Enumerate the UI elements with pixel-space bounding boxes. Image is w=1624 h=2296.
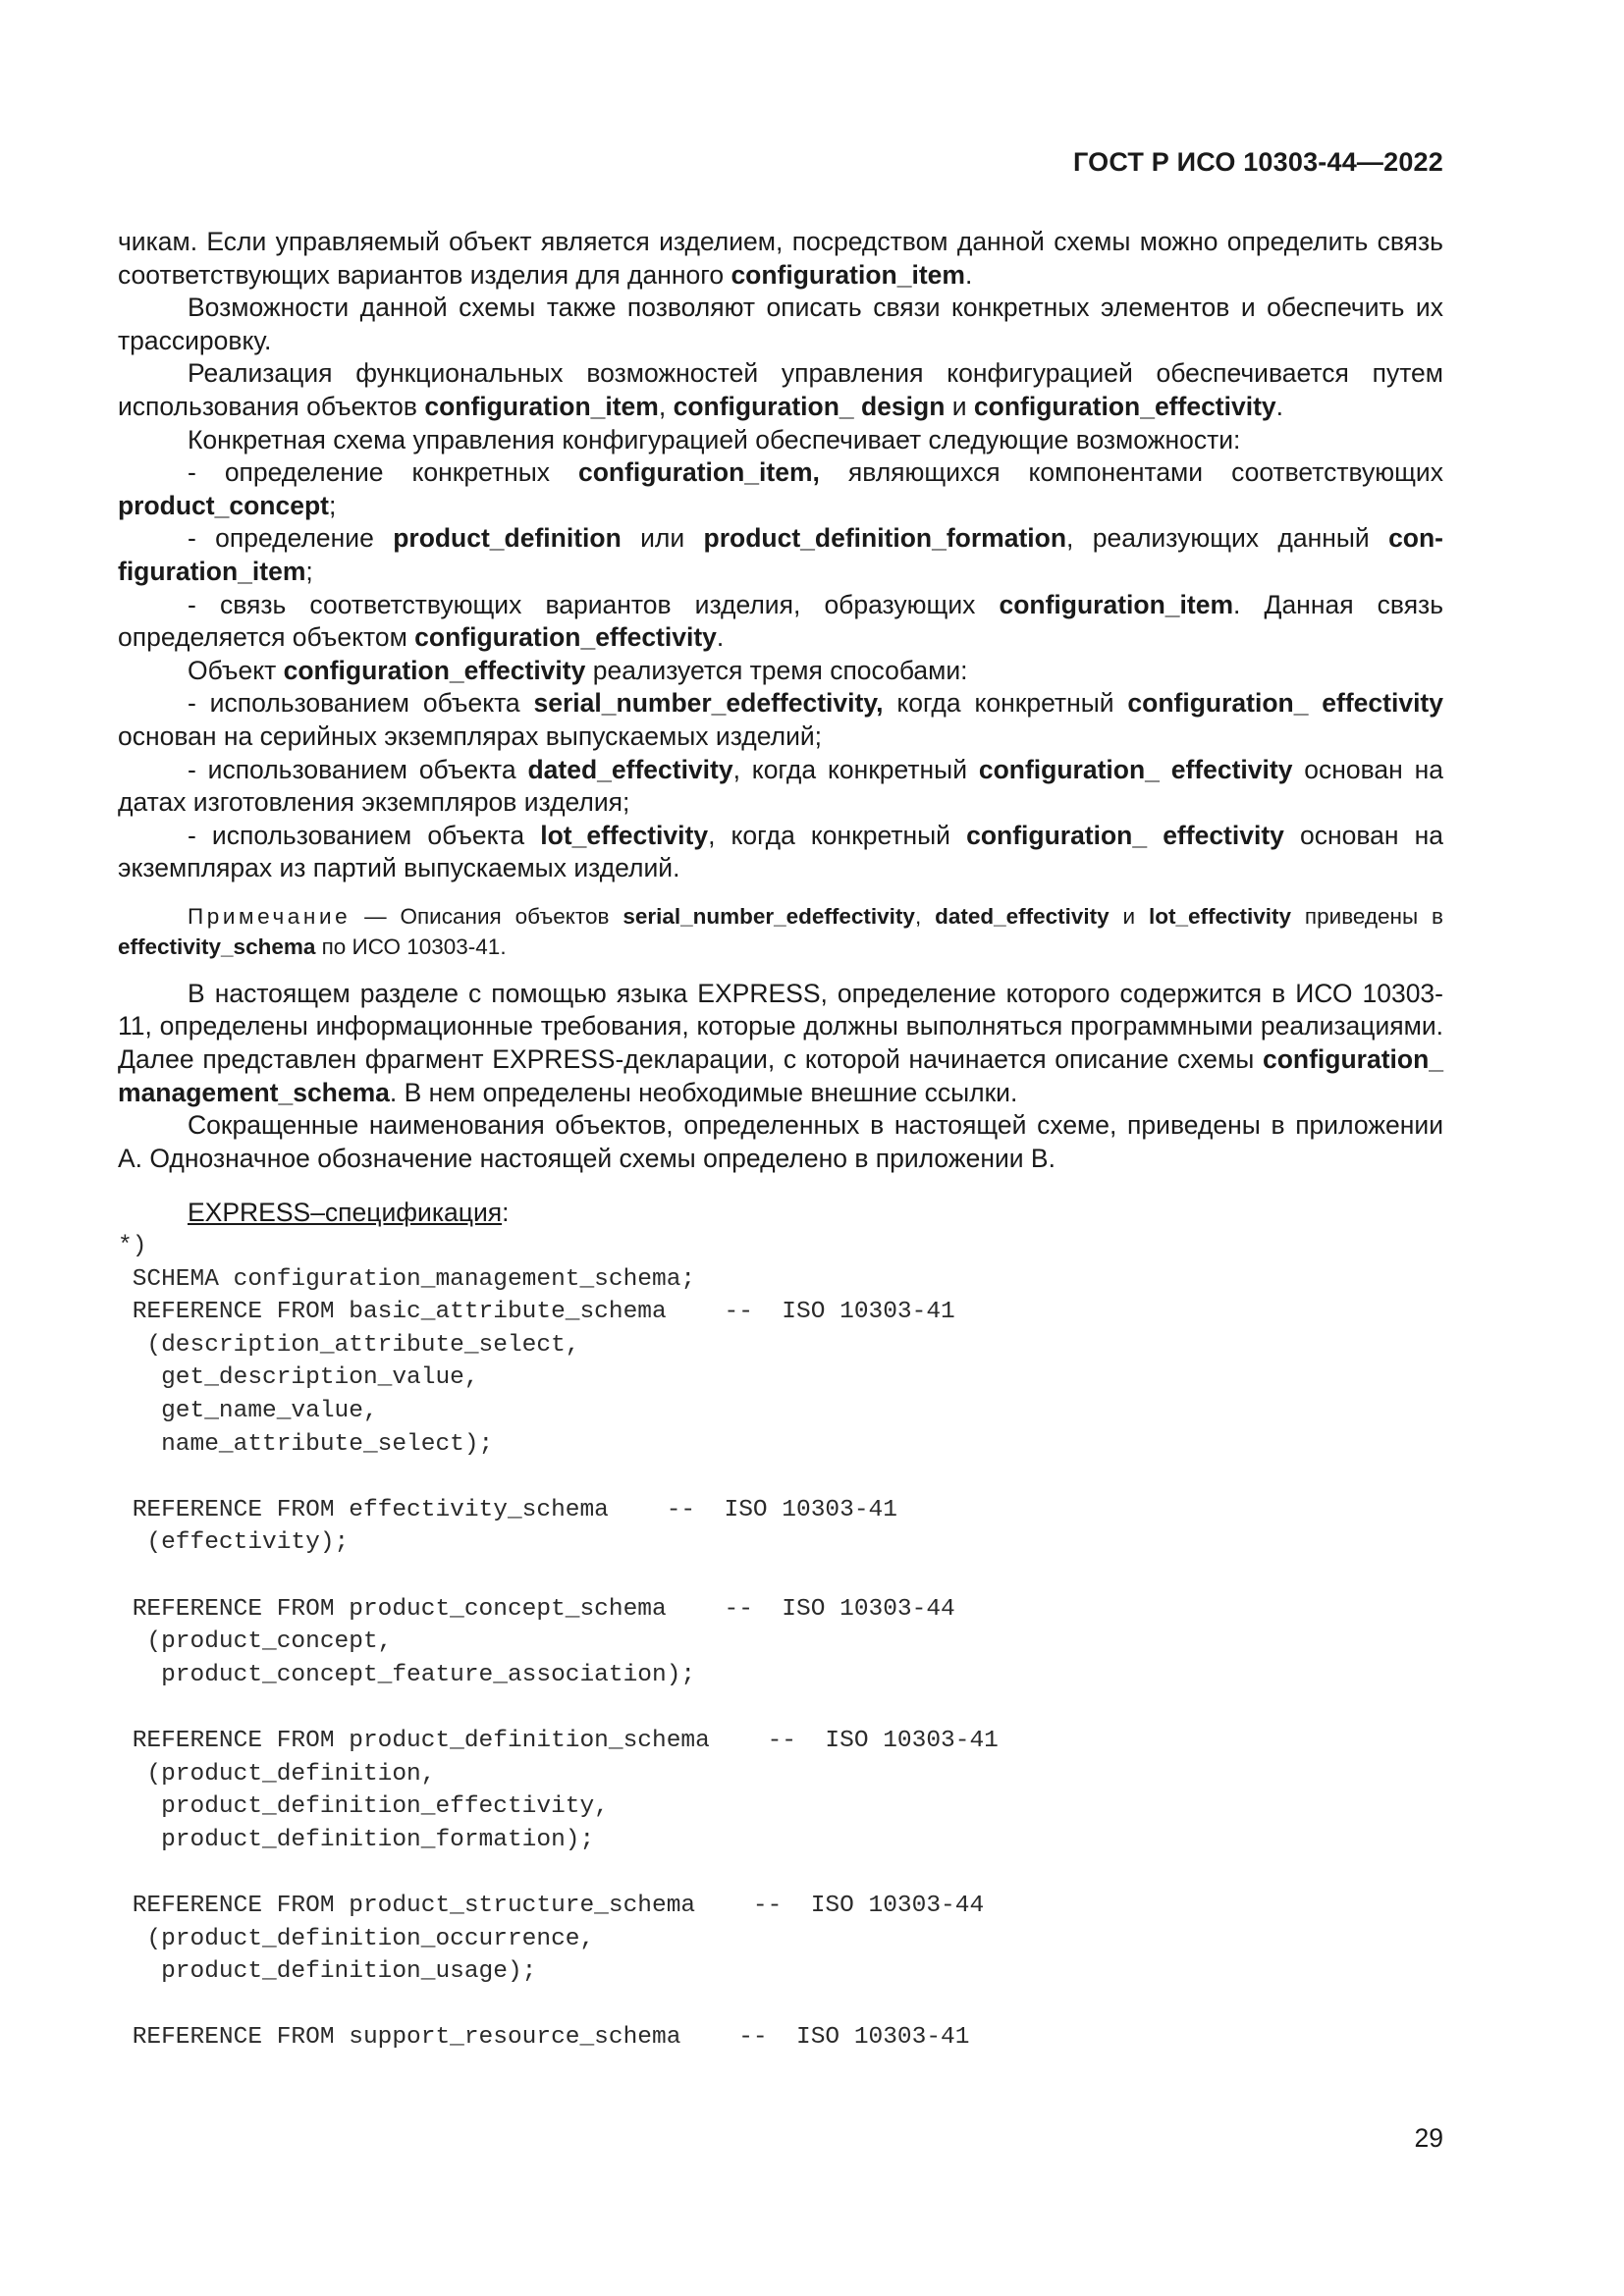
document-header: ГОСТ Р ИСО 10303-44—2022 — [1073, 147, 1443, 177]
paragraph — [118, 1109, 1443, 1175]
bold-term: con-figuration_item — [118, 523, 1443, 586]
express-heading-suffix: : — [502, 1198, 510, 1228]
text-run: ; — [305, 556, 313, 586]
bold-term: product_definition — [393, 523, 622, 554]
paragraph — [118, 292, 1443, 357]
bold-term: lot_effectivity — [1149, 903, 1292, 929]
text-run: и — [945, 391, 974, 421]
text-run: - использованием объекта — [188, 754, 528, 784]
bold-term: configuration_ effectivity — [1127, 688, 1443, 719]
text-run: . В нем определены необходимые внешние ссылки. — [389, 1077, 1018, 1107]
paragraph — [118, 226, 1443, 292]
bold-term: configuration_ management_schema — [118, 1044, 1443, 1107]
text-run: являющихся компонентами соответствующих — [819, 457, 1443, 488]
text-run: реализуется тремя способами: — [585, 655, 968, 685]
bold-term: configuration_ effectivity — [978, 754, 1293, 784]
bold-term: configuration_item — [424, 391, 659, 421]
bold-term: configuration_effectivity — [973, 391, 1276, 421]
note-label: Примечание — [188, 903, 352, 929]
text-run: Конкретная схема управления конфигурацией обеспечивает следующие возможности: — [188, 424, 1241, 454]
text-run: - определение — [188, 523, 394, 554]
text-run: основан на экземплярах из партий выпускаемых изделий. — [118, 820, 1443, 883]
text-run: . — [1275, 391, 1284, 421]
paragraph — [118, 978, 1443, 1109]
paragraphs-block-2 — [118, 978, 1443, 1176]
text-run: чикам. Если управляемый объект является изделием, посредством данной схемы можно определить связь соответствующих вариантов изделия для данного — [118, 227, 1443, 290]
text-run: , реализующих данный — [1066, 523, 1389, 554]
page-content — [118, 226, 1443, 2055]
text-run: В настоящем разделе с помощью языка EXPRESS, определение которого содержится в ИСО 10303-11, определены информационные требования, которые должны выполняться программными реализациями. Далее представлен фрагмент EXPRESS-декларации, с которой начинается описание схемы — [118, 978, 1443, 1075]
bold-term: configuration_ design — [673, 391, 946, 421]
bold-term: configuration_item — [999, 589, 1234, 619]
text-run: Реализация функциональных возможностей управления конфигурацией обеспечивается путем использования объектов — [118, 358, 1443, 421]
bold-term: product_definition_formation — [703, 523, 1067, 554]
text-run: . Данная связь определяется объектом — [118, 589, 1443, 653]
text-run: Возможности данной схемы также позволяют описать связи конкретных элементов и обеспечить их трассировку. — [118, 293, 1443, 355]
page-number: 29 — [1414, 2123, 1443, 2153]
bold-term: serial_number_edeffectivity — [623, 903, 915, 929]
paragraph — [118, 589, 1443, 655]
paragraph — [118, 357, 1443, 423]
bold-term: configuration_effectivity — [414, 622, 717, 653]
express-heading: EXPRESS–спецификация — [188, 1198, 503, 1228]
text-run: — Описания объектов — [351, 903, 623, 929]
text-run: приведены в — [1291, 903, 1443, 929]
text-run: основан на датах изготовления экземпляров изделия; — [118, 754, 1443, 818]
note — [118, 901, 1443, 962]
paragraph — [118, 456, 1443, 522]
text-run: Объект — [188, 655, 284, 685]
text-run: когда конкретный — [883, 688, 1128, 719]
express-heading-wrap — [118, 1197, 1443, 1230]
bold-term: product_concept — [118, 490, 329, 520]
paragraphs-block-1 — [118, 226, 1443, 885]
express-code: *) SCHEMA configuration_management_schema; REFERENCE FROM basic_attribute_schema -- ISO 10303-41 (description_attribute_select, get_description_value, get_name_value, name_attribute_select); REFERENCE FROM effectivity_schema -- ISO 10303-41 (effectivity); REFERENCE FROM product_concept_schema -- ISO 10303-44 (product_concept, product_concept_feature_association); REFERENCE FROM product_definition_schema -- ISO 10303-41 (product_definition, product_definition_effectivity, product_definition_formation); REFERENCE FROM product_structure_schema -- ISO 10303-44 (product_definition_occurrence, product_definition_usage); REFERENCE FROM support_resource_schema -- ISO 10303-41 — [118, 1233, 999, 2052]
text-run: - использованием объекта — [188, 820, 541, 850]
bold-term: configuration_item — [731, 259, 965, 290]
text-run: основан на серийных экземплярах выпускаемых изделий; — [118, 721, 823, 751]
text-run: или — [621, 523, 704, 554]
paragraph — [118, 655, 1443, 688]
text-run: , когда конкретный — [732, 754, 979, 784]
paragraph — [118, 522, 1443, 588]
paragraph — [118, 424, 1443, 457]
bold-term: configuration_ effectivity — [966, 820, 1284, 850]
bold-term: effectivity_schema — [118, 934, 316, 959]
paragraph — [118, 754, 1443, 820]
text-run: Сокращенные наименования объектов, определенных в настоящей схеме, приведены в приложении А. Однозначное обозначение настоящей схемы определено в приложении В. — [118, 1110, 1443, 1173]
bold-term: configuration_item, — [578, 457, 820, 488]
text-run: . — [716, 622, 725, 653]
paragraph — [118, 687, 1443, 753]
text-run: , — [914, 903, 936, 929]
text-run: . — [964, 259, 973, 290]
text-run: , — [658, 391, 674, 421]
paragraph — [118, 820, 1443, 885]
text-run: по ИСО 10303-41. — [315, 934, 507, 959]
bold-term: lot_effectivity — [540, 820, 709, 850]
text-run: , когда конкретный — [708, 820, 967, 850]
bold-term: configuration_effectivity — [283, 655, 586, 685]
bold-term: dated_effectivity — [935, 903, 1110, 929]
text-run: - определение конкретных — [188, 457, 578, 488]
text-run: ; — [328, 490, 337, 520]
text-run: и — [1109, 903, 1149, 929]
bold-term: serial_number_edeffectivity, — [533, 688, 884, 719]
bold-term: dated_effectivity — [527, 754, 733, 784]
text-run: - использованием объекта — [188, 688, 534, 719]
text-run: - связь соответствующих вариантов изделия, образующих — [188, 589, 1000, 619]
